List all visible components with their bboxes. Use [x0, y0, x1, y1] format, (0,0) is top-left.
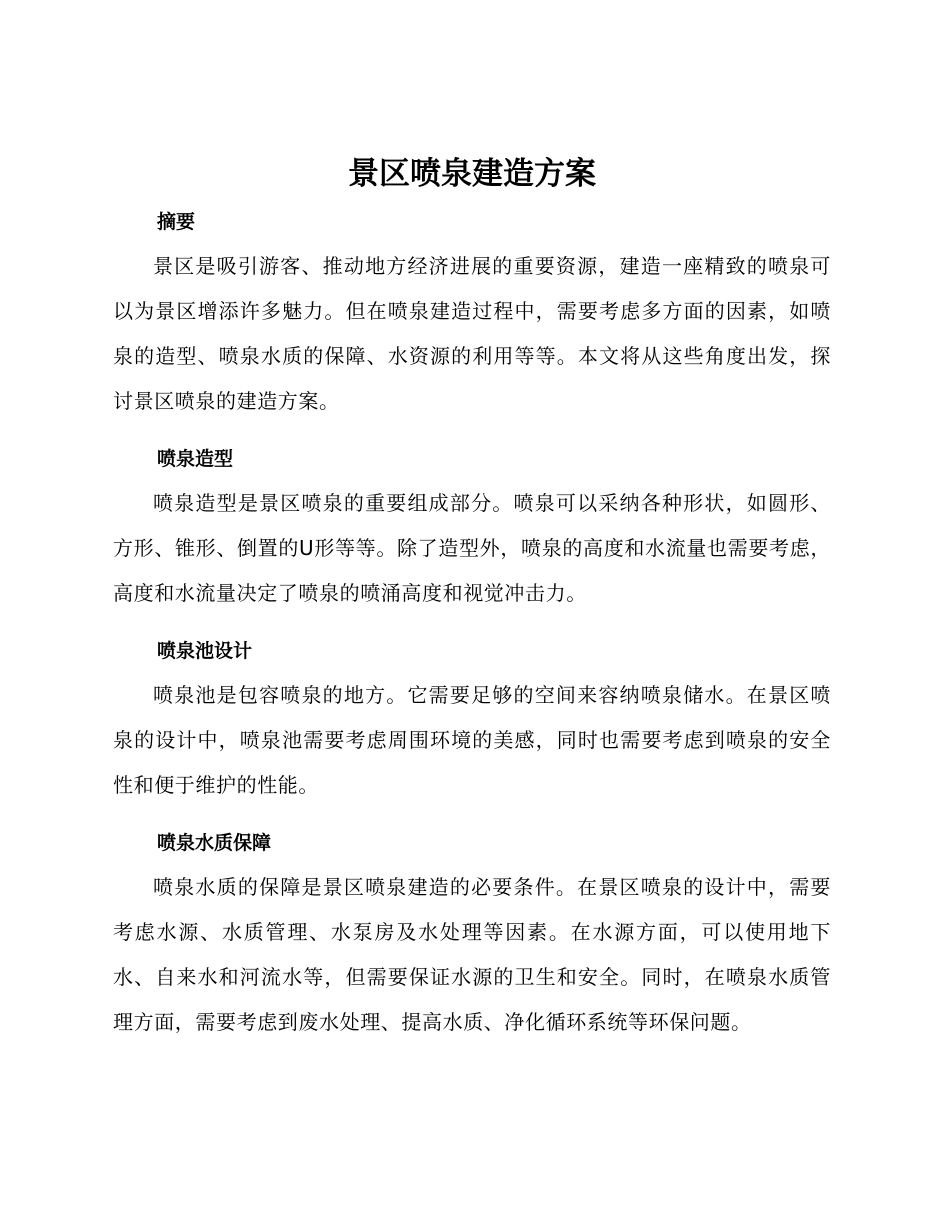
section-heading-pool-design: 喷泉池设计	[157, 640, 253, 662]
section-abstract	[113, 200, 831, 424]
document-title: 景区喷泉建造方案	[348, 156, 596, 192]
section-pool-design	[113, 629, 831, 808]
section-heading-abstract: 摘要	[157, 211, 196, 233]
section-paragraph-pool-design: 喷泉池是包容喷泉的地方。它需要足够的空间来容纳喷泉储水。在景区喷泉的设计中，喷泉池需要考虑周围环境的美感，同时也需要考虑到喷泉的安全性和便于维护的性能。	[113, 683, 831, 797]
section-fountain-shape	[113, 437, 831, 616]
section-paragraph-water-quality: 喷泉水质的保障是景区喷泉建造的必要条件。在景区喷泉的设计中，需要考虑水源、水质管理、水泵房及水处理等因素。在水源方面，可以使用地下水、自来水和河流水等，但需要保证水源的卫生和安全。同时，在喷泉水质管理方面，需要考虑到废水处理、提高水质、净化循环系统等环保问题。	[113, 875, 831, 1034]
section-water-quality	[113, 821, 831, 1045]
section-heading-fountain-shape: 喷泉造型	[157, 448, 234, 470]
document-page	[113, 148, 831, 1045]
section-heading-water-quality: 喷泉水质保障	[157, 832, 272, 854]
section-paragraph-fountain-shape: 喷泉造型是景区喷泉的重要组成部分。喷泉可以采纳各种形状，如圆形、方形、锥形、倒置的U形等等。除了造型外，喷泉的高度和水流量也需要考虑，高度和水流量决定了喷泉的喷涌高度和视觉冲击力。	[113, 491, 831, 605]
section-paragraph-abstract: 景区是吸引游客、推动地方经济进展的重要资源，建造一座精致的喷泉可以为景区增添许多魅力。但在喷泉建造过程中，需要考虑多方面的因素，如喷泉的造型、喷泉水质的保障、水资源的利用等等。本文将从这些角度出发，探讨景区喷泉的建造方案。	[113, 254, 831, 413]
